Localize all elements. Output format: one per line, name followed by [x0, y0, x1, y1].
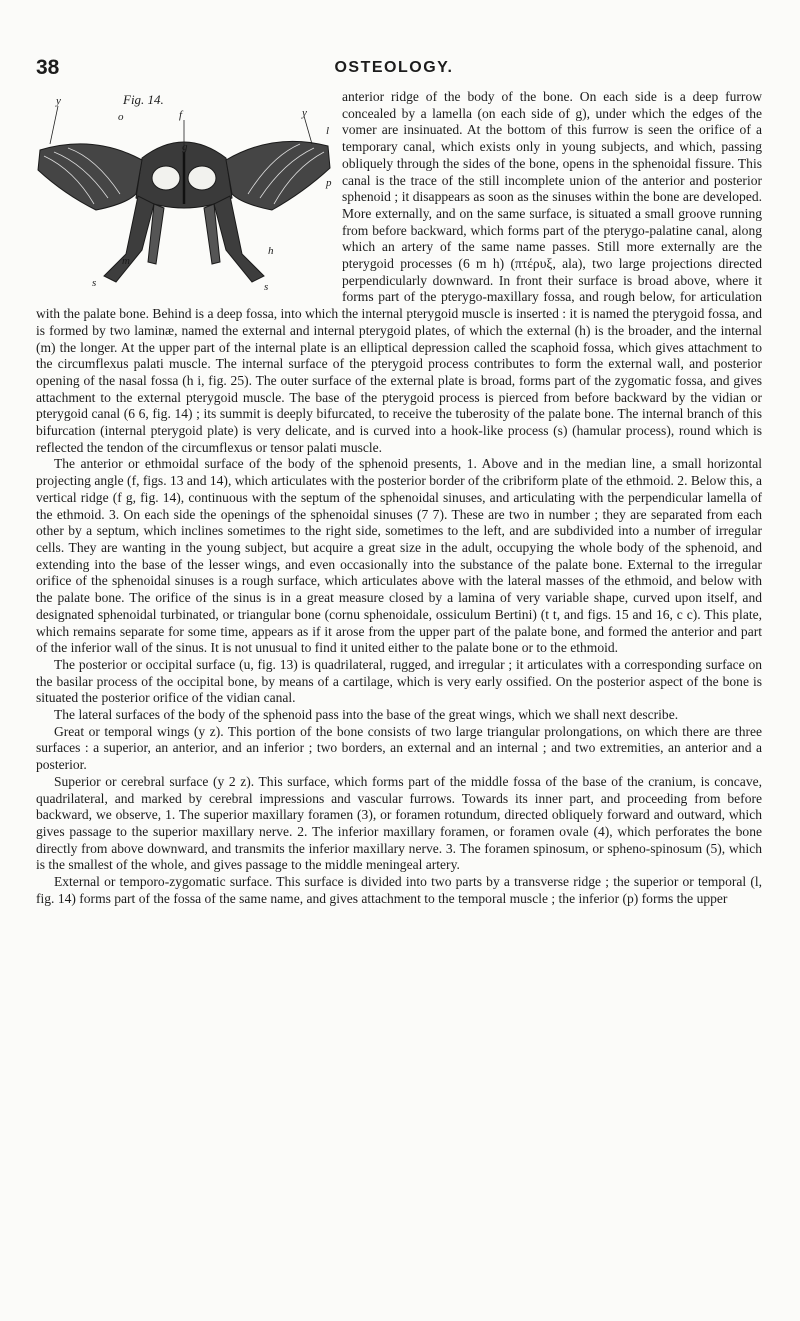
page-header	[36, 56, 752, 82]
paragraph: Great or temporal wings (y z). This portion of the bone consists of two large triangular prolongations, on which there are three surfaces : a superior, an anterior, and an inferior ; two borders, an external and an internal ; and two extremities, an anterior and a posterior.	[36, 723, 762, 773]
figure-label: Fig. 14.	[123, 92, 164, 107]
paragraph: The posterior or occipital surface (u, fig. 13) is quadrilateral, rugged, and irregular ; it articulates with a corresponding surface on the basilar process of the occipital bone, by means of a cartilage, which is very early ossified. On the posterior aspect of the bone is situated the posterior orifice of the vidian canal.	[36, 656, 762, 706]
figure-callout: g	[182, 141, 188, 153]
body-text	[36, 89, 762, 1301]
running-head: OSTEOLOGY.	[334, 59, 454, 76]
figure-callout: l	[326, 125, 330, 137]
figure-callout: m	[122, 255, 130, 267]
figure-callout: o	[118, 111, 124, 123]
paragraph: External or temporo-zygomatic surface. This surface is divided into two parts by a transverse ridge ; the superior or temporal (l, fig. 14) forms part of the fossa of the same name, and gives attachment to the temporal muscle ; the inferior (p) forms the upper	[36, 874, 762, 906]
paragraph: The lateral surfaces of the body of the sphenoid pass into the base of the great wings, which we shall next describe.	[54, 707, 679, 723]
figure-callout: f	[179, 109, 183, 121]
figure-float	[36, 89, 342, 296]
paragraph: Superior or cerebral surface (y 2 z). This surface, which forms part of the middle fossa of the base of the cranium, is concave, quadrilateral, and marked by cerebral impressions and vascular furrows. Towards its inner part, and proceeding from before backward, we observe, 1. The superior maxillary foramen (3), or foramen rotundum, directed obliquely forward and outward, which gives passage to the superior maxillary nerve. 2. The inferior maxillary foramen, or foramen ovale (4), which perforates the bone directly from above downward, and transmits the inferior maxillary nerve. 3. The foramen spinosum, or spheno-spinosum (5), which is the smallest of the whole, and gives passage to the middle meningeal artery.	[36, 773, 762, 873]
figure-callout: y	[302, 107, 307, 119]
paragraph: The anterior or ethmoidal surface of the body of the sphenoid presents, 1. Above and in the median line, a small horizontal projecting angle (f, figs. 13 and 14), which articulates with the posterior border of the cribriform plate of the ethmoid. 2. Below this, a vertical ridge (f g, fig. 14), continuous with the septum of the sphenoidal sinuses, and articulating with the perpendicular lamella of the ethmoid. 3. On each side the openings of the sphenoidal sinuses (7 7). These are two in number ; they are separated from each other by a septum, which inclines sometimes to the right side, sometimes to the left, and are subdivided into a number of irregular cells. They are wanting in the young subject, but acquire a great size in the adult, occupying the whole body of the sphenoid, and extending into the base of the lesser wings, and even occasionally into the substance of the palate bone. External to the irregular orifice of the sphenoidal sinuses is a rough surface, which articulates above with the lateral masses of the ethmoid, and below with the palate bone. The orifice of the sinus is in a great measure closed by a lamina of very variable shape, curved upon itself, and designated sphenoidal turbinated, or triangular bone (cornu sphenoidale, ossiculum Bertini) (t t, and figs. 15 and 16, c c). This plate, which remains separate for some time, appears as if it arose from the upper part of the palate bone, and formed the anterior and part of the inferior wall of the sinus. It is not unusual to find it united either to the palate bone or to the ethmoid.	[36, 456, 762, 656]
figure-callout: h	[268, 245, 274, 257]
figure-callout: y	[56, 95, 61, 107]
paragraph: anterior ridge of the body of the bone. On each side is a deep furrow concealed by a lamella (on each side of g), under which the edges of the vomer are insinuated. At the bottom of this furrow is seen the orifice of a temporary canal, which exists only in young subjects, and which, passing obliquely through the sides of the bone, opens in the sphenoidal fissure. This canal is the trace of the still incomplete union of the anterior and posterior sphenoid ; it disappears as soon as the sinuses within the bone are developed. More externally, and on the same surface, is situated a small groove running from before backward, which forms part of the pterygo-palatine canal, along which an artery of the same name passes. Still more externally are the pterygoid processes (6 m h) (πτέρυξ, ala), two large projections directed perpendicularly downward. In front their surface is broad above, where it forms part of the pterygo-maxillary fossa, and rough below, for articulation with the palate bone. Behind is a deep fossa, into which the internal pterygoid muscle is inserted : it is named the pterygoid fossa, and is formed by two laminæ, named the external and internal pterygoid plates, of which the external (h) is the broader, and the internal (m) the longer. At the upper part of the internal plate is an elliptical depression called the scaphoid fossa, which gives attachment to the circumflexus palati muscle. The internal surface of the pterygoid process contributes to form the external wall, and posterior opening of the nasal fossa (h i, fig. 25). The outer surface of the external plate is broad, forms part of the zygomatic fossa, and gives attachment to the external pterygoid muscle. The base of the pterygoid process is pierced from before backward by the vidian or pterygoid canal (6 6, fig. 14) ; its summit is deeply bifurcated, to receive the tuberosity of the palate bone. The internal branch of this bifurcation (internal pterygoid plate) is very delicate, and is curved into a hook-like process (s) (hamular process), round which is reflected the tendon of the circumflexus or tensor palati muscle.	[36, 89, 762, 455]
figure-callout: s	[264, 281, 269, 292]
page-number: 38	[36, 56, 60, 79]
figure-callout: p	[326, 177, 332, 189]
figure-callout: s	[92, 277, 97, 289]
